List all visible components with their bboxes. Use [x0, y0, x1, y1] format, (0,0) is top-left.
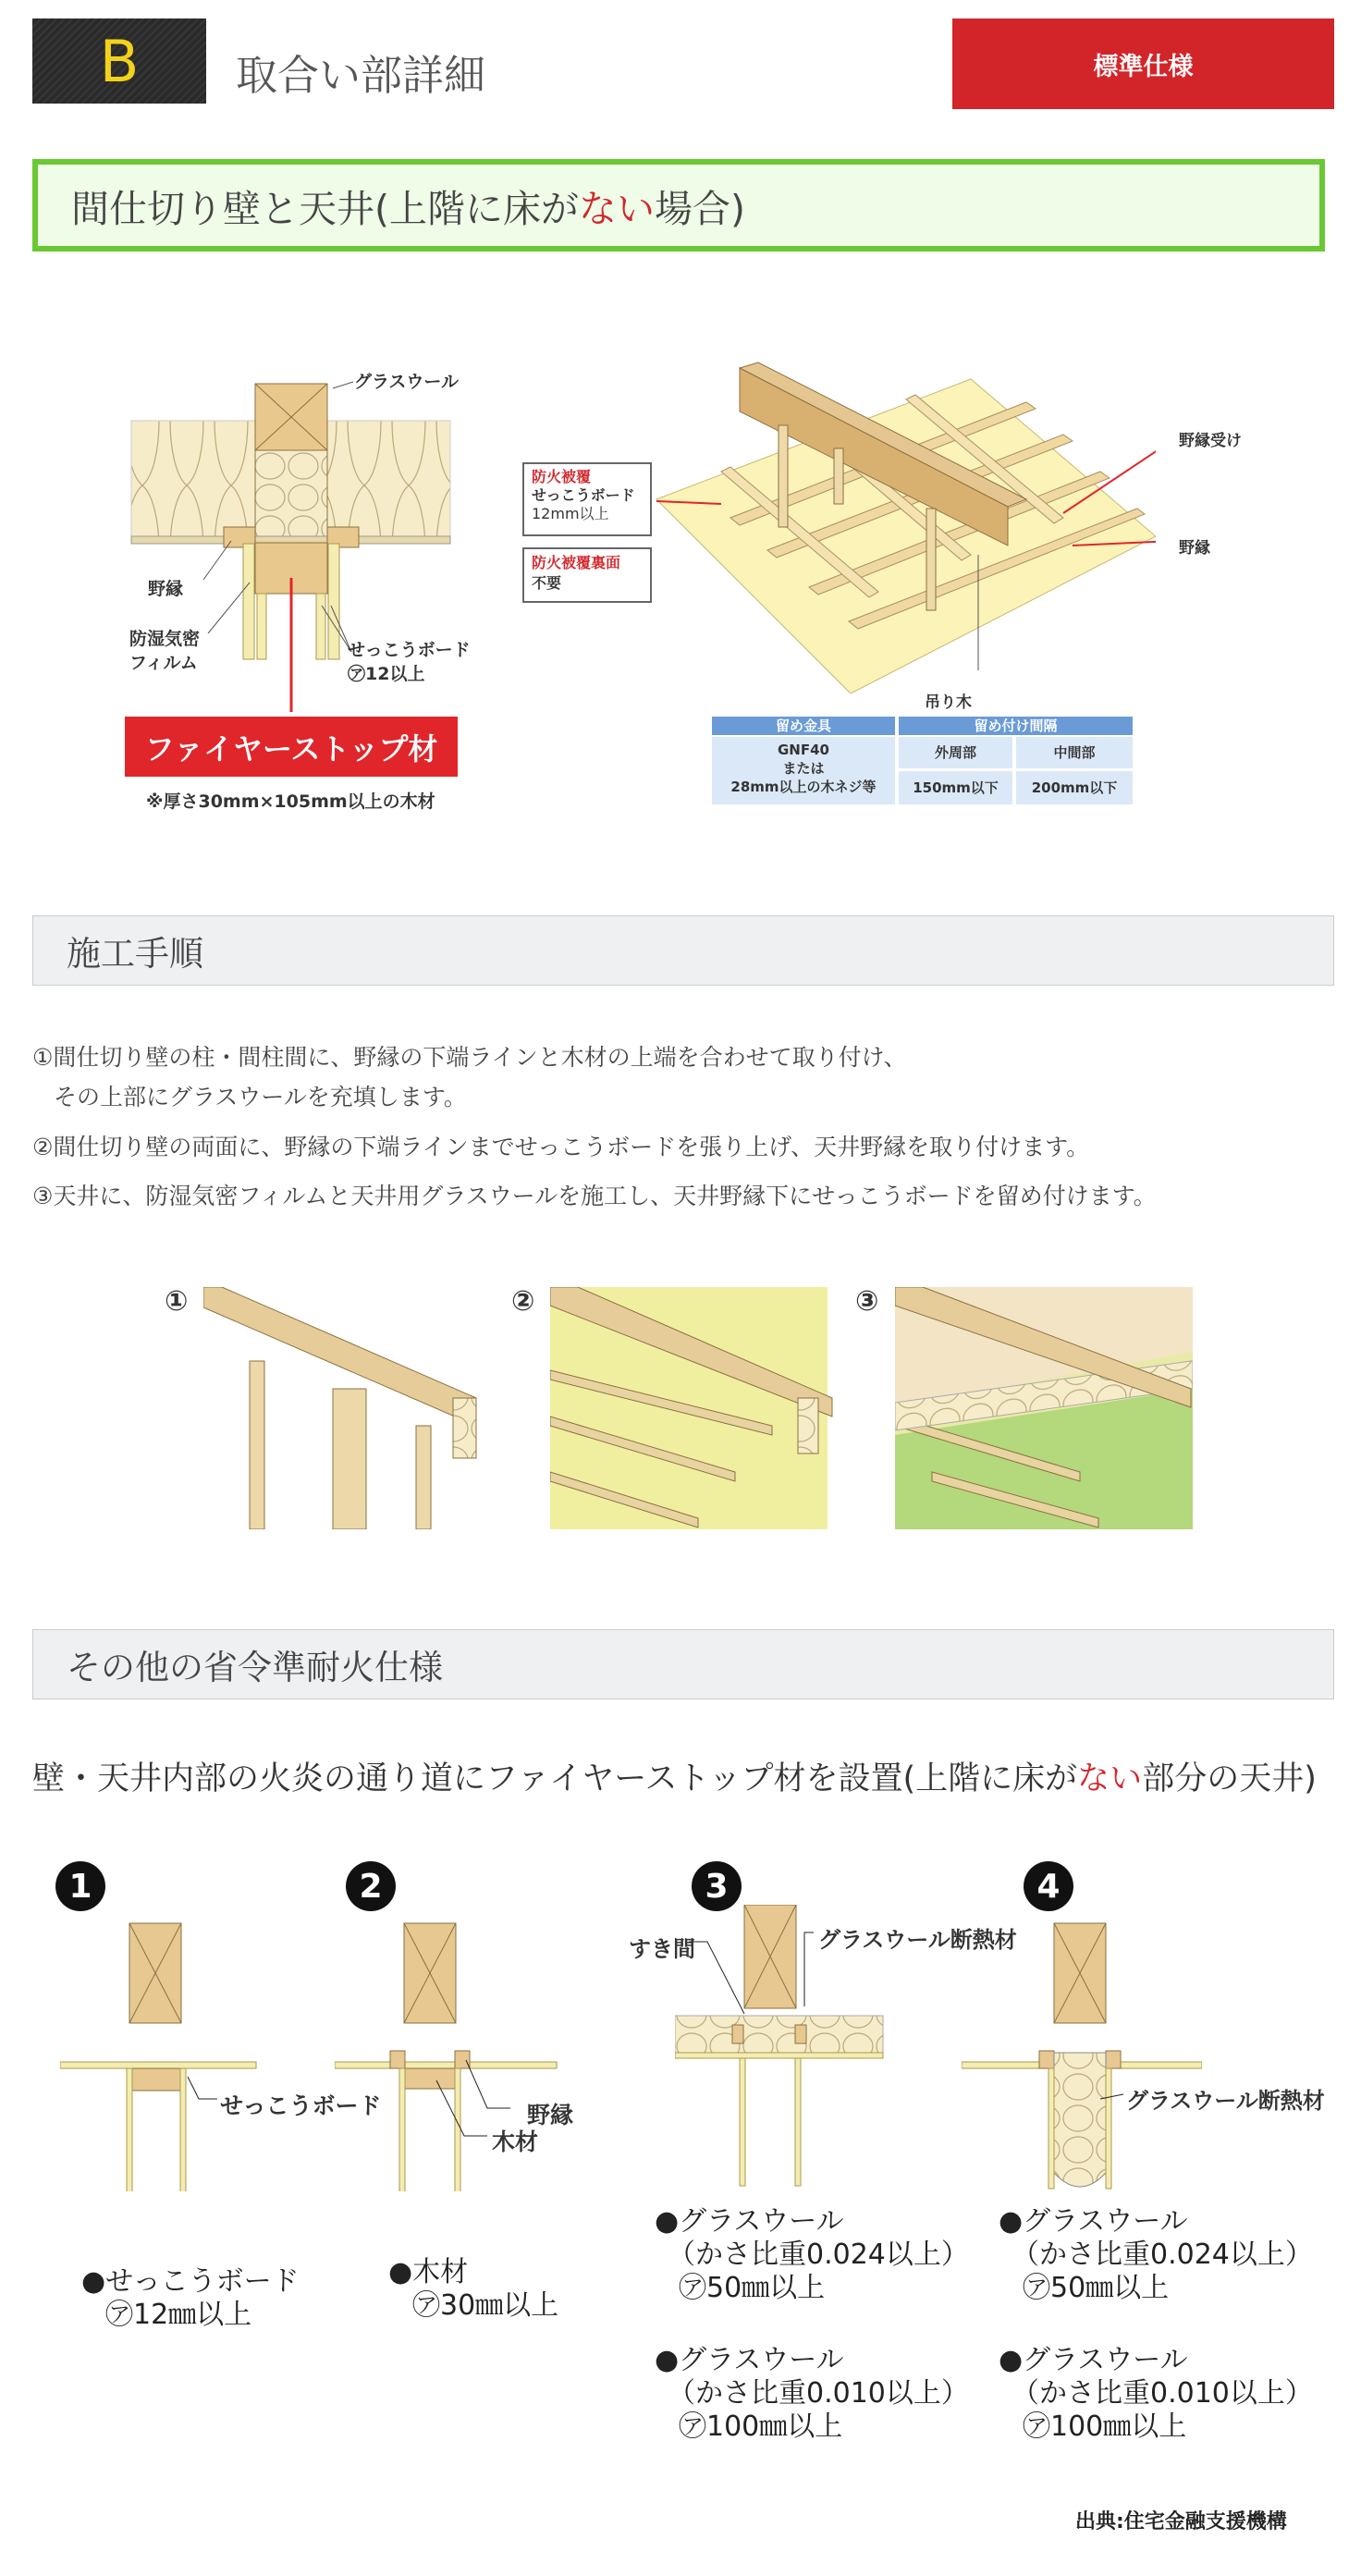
fastener-table [712, 717, 1133, 804]
figure-3-spec-a-line1: ●グラスウール [655, 2205, 844, 2238]
procedure-step-3: ③天井に、防湿気密フィルムと天井用グラスウールを施工し、天井野縁下にせっこうボードを留め付けます。 [32, 1183, 1157, 1209]
figure-2-spec-line2: ㋐30㎜以上 [412, 2289, 559, 2322]
figure-4-number: 4 [1024, 1861, 1073, 1911]
figure-3-spec-a [655, 2205, 969, 2305]
figure-4-callout: グラスウール断熱材 [1126, 2088, 1325, 2114]
illustration-num-2: ② [511, 1285, 535, 1318]
figure-2-number: 2 [346, 1861, 396, 1911]
value-middle: 200mm以下 [1016, 771, 1133, 804]
procedure-illustration-1 [203, 1287, 481, 1529]
main-heading-highlight: ない [579, 186, 655, 231]
procedure-illustration-3 [895, 1287, 1193, 1529]
label-glasswool: グラスウール [354, 372, 460, 392]
fastener-cell [712, 737, 895, 804]
figure-2-callout-2: 木材 [492, 2128, 539, 2155]
label-nobuchi: 野縁 [148, 579, 184, 599]
label-nobuchi-uke: 野縁受け [1179, 432, 1242, 450]
subtitle-suffix: 部分の天井) [1142, 1760, 1317, 1797]
standard-spec-button[interactable]: 標準仕様 [952, 18, 1334, 109]
sub-middle: 中間部 [1016, 737, 1133, 768]
figure-3-callout-2: グラスウール断熱材 [818, 1927, 1017, 1953]
figure-4-spec-a-line2: （かさ比重0.024以上） [1012, 2239, 1313, 2271]
main-heading-prefix: 間仕切り壁と天井(上階に床が [71, 186, 579, 231]
section-title: 取合い部詳細 [236, 51, 486, 100]
figure-4-spec-b-line3: ㋐100㎜以上 [1023, 2410, 1187, 2443]
procedure-step-1: ①間仕切り壁の柱・間柱間に、野縁の下端ラインと木材の上端を合わせて取り付け、 [32, 1044, 907, 1071]
firestop-note: ※厚さ30mm×105mm以上の木材 [146, 791, 435, 812]
figure-3-callout-1: すき間 [629, 1936, 695, 1962]
figure-4-spec-b [999, 2344, 1313, 2444]
figure-3-spec-a-line2: （かさ比重0.024以上） [668, 2239, 969, 2271]
figure-2-spec [388, 2256, 558, 2323]
label-board [348, 638, 471, 686]
fire-cover-line1: せっこうボード [532, 486, 635, 504]
fastener-line1: GNF40 [778, 742, 829, 758]
procedure-section-header: 施工手順 [32, 915, 1334, 986]
figure-4-diagram [962, 1914, 1202, 2201]
fire-cover-title: 防火被覆 [532, 468, 592, 485]
figure-2-spec-line1: ●木材 [388, 2256, 469, 2288]
other-specs-section-header: その他の省令準耐火仕様 [32, 1629, 1334, 1699]
header-interval: 留め付け間隔 [899, 717, 1133, 735]
source-credit: 出典:住宅金融支援機構 [1075, 2510, 1287, 2533]
label-nobuchi-right: 野縁 [1179, 539, 1210, 558]
figure-3-spec-b-line2: （かさ比重0.010以上） [668, 2377, 969, 2410]
fastener-line3: 28mm以上の木ネジ等 [730, 779, 877, 795]
value-outer: 150mm以下 [899, 771, 1012, 804]
label-tsurigi: 吊り木 [925, 693, 972, 712]
other-specs-subtitle [32, 1753, 1317, 1799]
fire-back-title: 防火被覆裏面 [532, 554, 621, 571]
fire-cover-box [522, 462, 652, 536]
fastener-line2: または [782, 760, 825, 777]
header-fastener: 留め金具 [712, 717, 895, 735]
figure-4-spec-b-line2: （かさ比重0.010以上） [1012, 2377, 1313, 2410]
firestop-label: ファイヤーストップ材 [125, 717, 458, 777]
procedure-step-1-cont: その上部にグラスウールを充填します。 [54, 1084, 467, 1110]
fire-back-box [522, 547, 652, 603]
label-film [129, 627, 200, 675]
illustration-num-1: ① [165, 1285, 189, 1318]
sub-outer: 外周部 [899, 737, 1012, 768]
figure-2-diagram [335, 1914, 575, 2191]
figure-1-callout: せっこうボード [220, 2092, 382, 2119]
main-heading-suffix: 場合) [655, 186, 745, 231]
figure-4-spec-a [999, 2205, 1313, 2305]
figure-3-number: 3 [692, 1861, 742, 1911]
label-board-line2: ㋐12以上 [348, 664, 425, 684]
figure-3-spec-a-line3: ㋐50㎜以上 [679, 2272, 826, 2304]
procedure-step-2: ②間仕切り壁の両面に、野縁の下端ラインまでせっこうボードを張り上げ、天井野縁を取り付けます。 [32, 1134, 1090, 1160]
label-film-line1: 防湿気密 [129, 629, 201, 649]
label-film-line2: フィルム [129, 653, 198, 673]
ceiling-isometric-diagram [638, 361, 1156, 693]
subtitle-highlight: ない [1077, 1760, 1143, 1797]
figure-1-number: 1 [55, 1861, 105, 1911]
figure-1-spec-line2: ㋐12㎜以上 [105, 2299, 252, 2331]
label-board-line1: せっこうボード [348, 640, 471, 660]
main-heading [32, 159, 1325, 251]
fire-cover-line2: 12mm以上 [532, 505, 609, 522]
figure-1-spec [81, 2265, 300, 2332]
figure-3-spec-b-line1: ●グラスウール [655, 2344, 844, 2376]
figure-2-callout-1: 野縁 [527, 2102, 574, 2128]
figure-4-spec-a-line1: ●グラスウール [999, 2205, 1188, 2238]
fire-back-value: 不要 [532, 574, 562, 592]
figure-3-spec-b [655, 2344, 969, 2444]
illustration-num-3: ③ [855, 1285, 879, 1318]
subtitle-prefix: 壁・天井内部の火炎の通り道にファイヤーストップ材を設置(上階に床が [32, 1760, 1078, 1797]
procedure-illustration-2 [550, 1287, 851, 1529]
figure-4-spec-b-line1: ●グラスウール [999, 2344, 1188, 2376]
figure-4-spec-a-line3: ㋐50㎜以上 [1023, 2272, 1170, 2304]
section-badge: B [32, 18, 206, 104]
figure-3-spec-b-line3: ㋐100㎜以上 [679, 2410, 843, 2443]
figure-1-diagram [60, 1914, 264, 2191]
figure-1-spec-line1: ●せっこうボード [81, 2265, 300, 2298]
